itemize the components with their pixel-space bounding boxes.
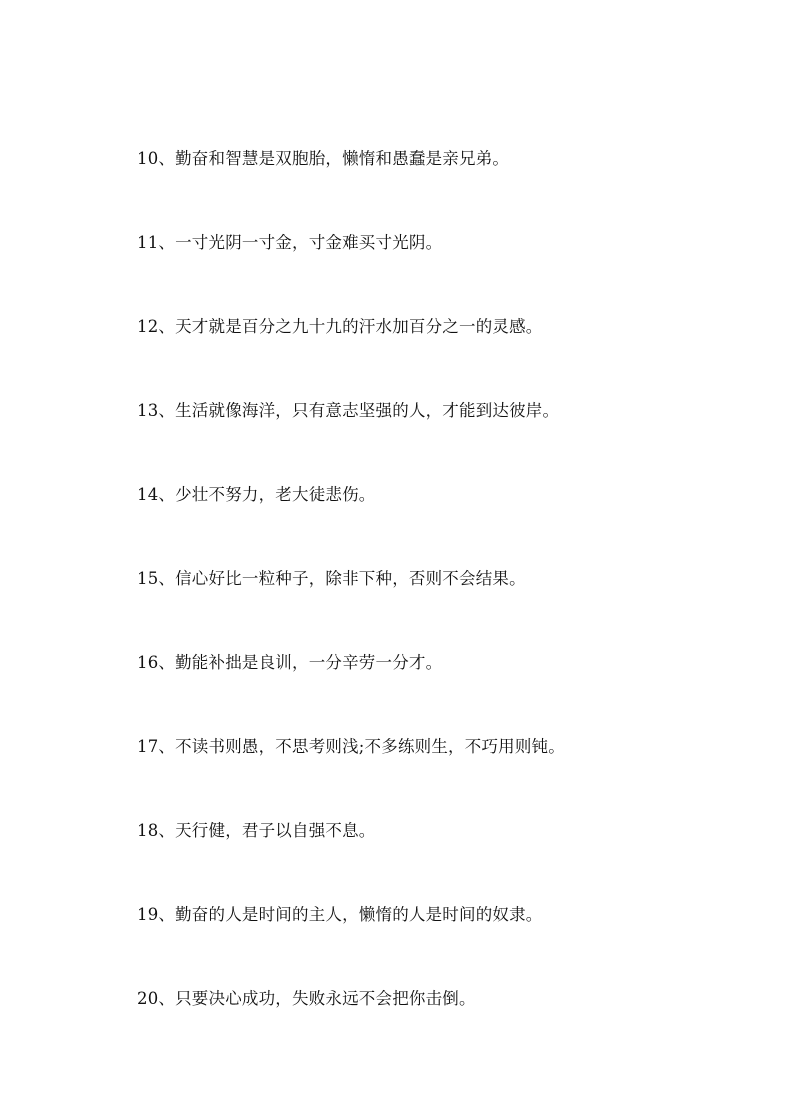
- list-item: 16、勤能补拙是良训，一分辛劳一分才。: [137, 653, 443, 672]
- list-item: 15、信心好比一粒种子，除非下种，否则不会结果。: [137, 569, 526, 588]
- list-item: 11、一寸光阴一寸金，寸金难买寸光阴。: [137, 233, 443, 252]
- list-item: 14、少壮不努力，老大徒悲伤。: [137, 485, 376, 504]
- list-item: 19、勤奋的人是时间的主人，懒惰的人是时间的奴隶。: [137, 905, 543, 924]
- list-item: 10、勤奋和智慧是双胞胎，懒惰和愚蠢是亲兄弟。: [137, 149, 510, 168]
- list-item: 17、不读书则愚，不思考则浅;不多练则生，不巧用则钝。: [137, 737, 565, 756]
- list-item: 12、天才就是百分之九十九的汗水加百分之一的灵感。: [137, 317, 543, 336]
- list-item: 20、只要决心成功，失败永远不会把你击倒。: [137, 989, 476, 1008]
- list-item: 18、天行健，君子以自强不息。: [137, 821, 376, 840]
- quote-list: [137, 146, 757, 1070]
- list-item: 13、生活就像海洋，只有意志坚强的人，才能到达彼岸。: [137, 401, 560, 420]
